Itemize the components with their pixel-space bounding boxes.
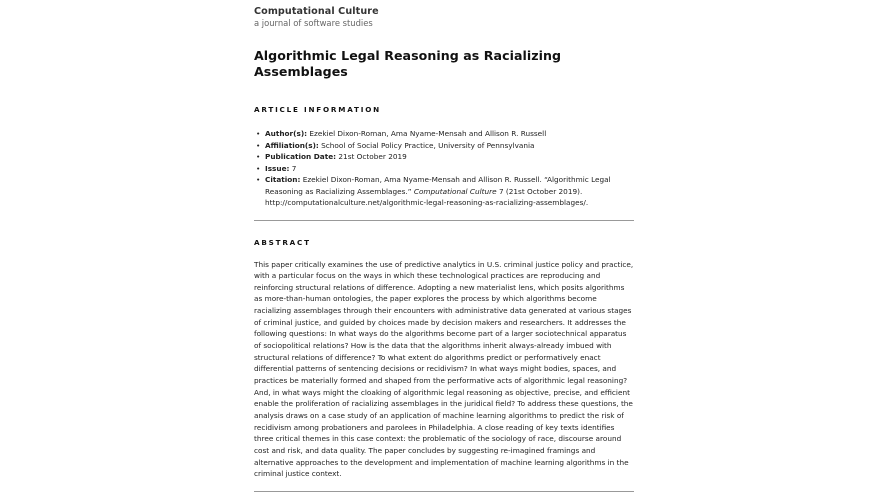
issue-label: Issue: — [265, 163, 290, 173]
publication-date-label: Publication Date: — [265, 152, 337, 161]
citation-journal-name: Computational Culture — [413, 186, 497, 196]
bullet-icon: • — [256, 163, 261, 173]
citation-text-part-2: 7 (21st October 2019). http://computationalculture.net/algorithmic-legal-reasoning-as-racializing-assemblages/. — [265, 186, 589, 207]
issue-item — [254, 163, 634, 175]
authors-label: Author(s): — [265, 129, 308, 138]
citation-label: Citation: — [265, 175, 301, 184]
abstract-text: This paper critically examines the use of predictive analytics in U.S. criminal justice policy and practice, with a particular focus on the ways in which these technological practices are reproducing and reinforcing structural relations of difference. Adopting a new materialist lens, which posits algorithms as more-than-human ontologies, the paper explores the process by which algorithms become racializing assemblages through their encounters with administrative data generated at various stages of criminal justice, and guided by choices made by decision makers and researchers. It addresses the following questions: In what ways do the algorithms become part of a larger sociotechnical apparatus of sociopolitical relations? How is the data that the algorithms inherit always-already imbued with structural relations of difference? To what extent do algorithms predict or performatively enact differential patterns of sentencing decisions or recidivism? In what ways might bodies, spaces, and practices be materially formed and shaped from the performative acts of algorithmic legal reasoning? And, in what ways might the cloaking of algorithmic legal reasoning as objective, precise, and efficient enable the proliferation of racializing assemblages in the juridical field? To address these questions, the analysis draws on a case study of an application of machine learning algorithms to predict the risk of recidivism among probationers and parolees in Philadelphia. A close reading of key texts identifies three critical themes in this case context: the problematic of the sociology of race, discourse around cost and risk, and data quality. The paper concludes by suggesting re-imagined framings and alternative approaches to the development and implementation of machine learning algorithms in the criminal justice context. — [254, 259, 634, 479]
article-information-list — [254, 128, 634, 209]
journal-subtitle: a journal of software studies — [254, 18, 373, 28]
section-divider — [254, 220, 634, 221]
citation-item — [254, 174, 634, 209]
authors-value: Ezekiel Dixon-Roman, Ama Nyame-Mensah and Allison R. Russell — [307, 129, 547, 138]
issue-value: 7 — [289, 163, 297, 173]
affiliation-value: School of Social Policy Practice, University of Pennsylvania — [318, 140, 535, 150]
bullet-icon: • — [256, 129, 261, 138]
article-page — [254, 6, 634, 492]
affiliation-label: Affiliation(s): — [265, 140, 319, 150]
article-title: Algorithmic Legal Reasoning as Racializing Assemblages — [254, 48, 562, 79]
citation-text-part-1: Ezekiel Dixon-Roman, Ama Nyame-Mensah and Allison R. Russell. “Algorithmic Legal Reasoning as Racializing Assemblages.” — [265, 175, 611, 196]
affiliation-item — [254, 140, 634, 152]
journal-title[interactable]: Computational Culture — [254, 6, 379, 17]
authors-item — [254, 128, 634, 140]
publication-date-item — [254, 151, 634, 163]
abstract-heading: ABSTRACT — [254, 237, 311, 247]
bullet-icon: • — [256, 152, 261, 161]
bullet-icon: • — [256, 140, 261, 150]
bullet-icon: • — [256, 175, 261, 184]
publication-date-value: 21st October 2019 — [336, 152, 407, 161]
article-information-heading: ARTICLE INFORMATION — [254, 105, 381, 114]
section-divider — [254, 491, 634, 492]
